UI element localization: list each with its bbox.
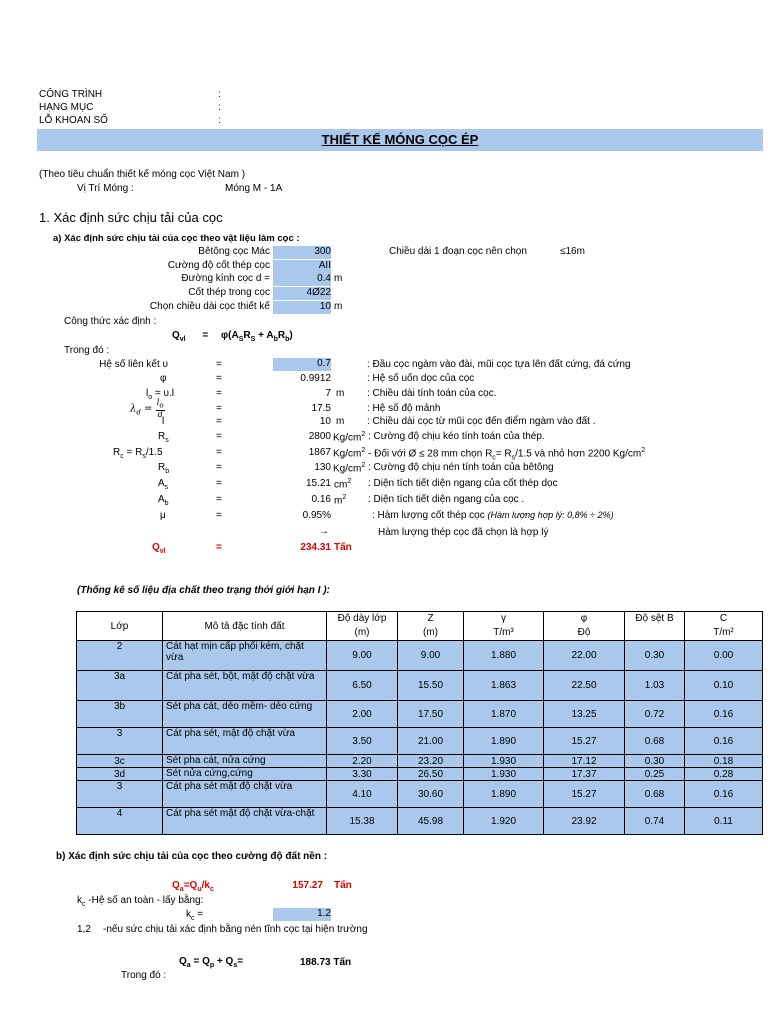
qvl-eq: =	[216, 542, 222, 553]
param-rs-eq: =	[216, 431, 222, 442]
soil-table	[76, 611, 763, 835]
trong-do-label: Trong đó :	[64, 345, 110, 356]
param-phi-eq: =	[216, 373, 222, 384]
steel-ok-note: Hàm lượng thép cọc đã chọn là hợp lý	[378, 527, 549, 538]
param-as-value: 15.21	[305, 478, 331, 489]
param-l-sym: l	[162, 416, 165, 427]
param-mu-eq: =	[216, 510, 222, 521]
rebar-label: Cốt thép trong cọc	[188, 287, 270, 298]
soil-value-cell: 0.16	[685, 701, 763, 728]
param-l-eq: =	[216, 416, 222, 427]
title-banner	[37, 129, 763, 151]
geo-title: (Thống kê số liệu địa chất theo trạng thới giới hạn I ):	[77, 585, 330, 596]
concrete-grade-label: Bêtông cọc Mác	[198, 246, 270, 257]
borehole-label: LỖ KHOAN SỐ	[39, 115, 108, 126]
qa-value: 157.27	[292, 880, 323, 891]
soil-value-cell: 0.68	[625, 781, 685, 808]
arrow-icon: →	[319, 526, 329, 537]
param-ab-unit: $m^2$	[334, 494, 347, 507]
soil-value-cell: 0.72	[625, 701, 685, 728]
soil-value-cell: 0.25	[625, 768, 685, 781]
soil-value-cell: 22.50	[544, 671, 625, 701]
param-as-eq: =	[216, 478, 222, 489]
param-rs-value: 2800	[308, 431, 331, 442]
soil-desc-cell: Cát pha sét, bột, mật độ chặt vừa	[163, 671, 327, 701]
soil-value-cell: 3.30	[327, 768, 398, 781]
soil-value-cell: 17.50	[398, 701, 464, 728]
soil-value-cell: 2.00	[327, 701, 398, 728]
param-rb-unit: $Kg/cm^2$	[333, 462, 366, 475]
param-rc-value: 1867	[308, 447, 331, 458]
soil-value-cell: 9.00	[327, 641, 398, 671]
param-phi-value: 0.9912	[300, 373, 331, 384]
table-row	[77, 641, 763, 671]
param-rc-note: - Đối với Ø ≤ 28 mm chọn $R_c= R_s/1.5$ và nhỏ hơn 2200 $Kg/cm^2$	[368, 447, 646, 462]
soil-desc-cell: Sét pha cát, nửa cứng	[163, 755, 327, 768]
soil-desc-cell: Sét pha cát, dẻo mềm- dẻo cứng	[163, 701, 327, 728]
concrete-grade-value[interactable]: 300	[273, 246, 331, 259]
param-lo-note: : Chiều dài tính toán của cọc.	[367, 388, 497, 399]
table-row	[77, 728, 763, 755]
soil-layer-cell: 3c	[77, 755, 163, 768]
param-nu-note: : Đầu cọc ngàm vào đài, mũi cọc tựa lên đất cứng, đá cứng	[367, 359, 631, 370]
qa-sum-formula: $Q_a = Q_p + Q_s=$	[179, 956, 244, 969]
soil-desc-cell: Cát hạt mịn cấp phối kém, chặt vừa	[163, 641, 327, 671]
soil-value-cell: 1.930	[464, 755, 544, 768]
soil-layer-cell: 3b	[77, 701, 163, 728]
header-desc: Mô tả đặc tính đất	[163, 612, 327, 641]
soil-value-cell: 45.98	[398, 808, 464, 835]
soil-value-cell: 1.03	[625, 671, 685, 701]
part-a-title: a) Xác định sức chịu tải của cọc theo vật liệu làm cọc :	[53, 233, 300, 244]
table-row	[77, 755, 763, 768]
soil-value-cell: 3.50	[327, 728, 398, 755]
soil-value-cell: 0.28	[685, 768, 763, 781]
param-lambda-formula: $\lambda_d = l_o$ d	[130, 398, 164, 419]
soil-value-cell: 1.890	[464, 728, 544, 755]
param-l-value: 10	[319, 416, 331, 427]
header-thickness: Độ dày lớp (m)	[327, 612, 398, 641]
pile-length-value[interactable]: 10	[273, 301, 331, 314]
param-ab-note: : Diện tích tiết diện ngang của cọc .	[368, 494, 525, 505]
soil-layer-cell: 3a	[77, 671, 163, 701]
pile-diameter-value[interactable]: 0.4	[273, 273, 331, 286]
param-rb-note: : Cường độ chịu nén tính toán của bêtông	[368, 462, 554, 473]
param-nu-value[interactable]: 0.7	[273, 358, 331, 371]
soil-value-cell: 15.50	[398, 671, 464, 701]
location-label: Vị Trí Móng :	[77, 183, 134, 194]
soil-value-cell: 23.92	[544, 808, 625, 835]
segment-note: Chiều dài 1 đoạn cọc nên chọn	[389, 246, 527, 257]
project-colon: :	[218, 89, 221, 100]
soil-value-cell: 1.890	[464, 781, 544, 808]
param-lo-unit: m	[336, 388, 345, 399]
param-lambda-eq: =	[216, 403, 222, 414]
param-l-note: : Chiều dài cọc từ mũi cọc đến điểm ngàm vào đất .	[367, 416, 596, 427]
kc-value[interactable]: 1.2	[273, 908, 331, 921]
param-rb-sym: $R_b$	[158, 462, 170, 475]
soil-layer-cell: 3d	[77, 768, 163, 781]
item-colon: :	[218, 102, 221, 113]
steel-strength-value[interactable]: AII	[273, 260, 331, 273]
param-phi-sym: φ	[160, 373, 167, 384]
soil-value-cell: 0.74	[625, 808, 685, 835]
soil-value-cell: 6.50	[327, 671, 398, 701]
header-layer: Lớp	[77, 612, 163, 641]
standard-note: (Theo tiêu chuẩn thiết kế móng cọc Việt Nam )	[39, 169, 246, 180]
soil-value-cell: 0.16	[685, 728, 763, 755]
soil-desc-cell: Cát pha sét mật độ chặt vừa-chặt	[163, 808, 327, 835]
param-mu-note: : Hàm lượng cốt thép cọc (Hàm lượng hợp lý: 0,8% ÷ 2%)	[372, 510, 614, 521]
qa-sum-value: 188.73 Tấn	[300, 957, 352, 968]
note-12-num: 1,2	[77, 924, 91, 935]
part-b-title: b) Xác định sức chịu tải của cọc theo cường độ đất nền :	[56, 851, 328, 862]
formula: $Q_{vl} = \varphi(A_SR_S + A_bR_b)$	[172, 330, 293, 343]
param-phi-note: : Hệ số uốn dọc của cọc	[367, 373, 475, 384]
soil-value-cell: 0.16	[685, 781, 763, 808]
soil-layer-cell: 4	[77, 808, 163, 835]
param-rs-sym: $R_s$	[158, 431, 169, 444]
table-header-row	[77, 612, 763, 641]
param-rc-sym: $R_c = R_s/1.5$	[113, 447, 163, 460]
qa-unit: Tấn	[334, 880, 352, 891]
soil-value-cell: 13.25	[544, 701, 625, 728]
param-mu-sym: μ	[160, 510, 166, 521]
param-nu-eq: =	[216, 359, 222, 370]
note-12-text: -nếu sức chịu tải xác định bằng nén tĩnh cọc tại hiện trường	[103, 924, 368, 935]
param-ab-value: 0.16	[311, 494, 331, 505]
soil-layer-cell: 3	[77, 728, 163, 755]
soil-value-cell: 1.920	[464, 808, 544, 835]
table-row	[77, 768, 763, 781]
param-as-unit: $cm^2$	[334, 478, 352, 491]
pile-length-unit: m	[334, 301, 343, 312]
soil-value-cell: 0.18	[685, 755, 763, 768]
param-lo-sym: $l_o = \upsilon.l$	[146, 388, 175, 401]
header-consistency: Độ sệt B	[625, 612, 685, 641]
header-c: C T/m²	[685, 612, 763, 641]
project-label: CÔNG TRÌNH	[39, 89, 103, 100]
param-rb-value: 130	[314, 462, 331, 473]
soil-value-cell: 0.10	[685, 671, 763, 701]
pile-length-label: Chọn chiều dài cọc thiết kế	[149, 301, 270, 312]
table-row	[77, 671, 763, 701]
qvl-unit: Tấn	[334, 542, 352, 553]
soil-layer-cell: 3	[77, 781, 163, 808]
soil-value-cell: 0.00	[685, 641, 763, 671]
soil-desc-cell: Sét nửa cứng,cứng	[163, 768, 327, 781]
param-ab-eq: =	[216, 494, 222, 505]
soil-value-cell: 1.930	[464, 768, 544, 781]
param-lo-eq: =	[216, 388, 222, 399]
soil-value-cell: 23.20	[398, 755, 464, 768]
qvl-label: $Q_{vl}$	[152, 542, 166, 555]
qvl-value: 234.31	[300, 542, 331, 553]
soil-value-cell: 21.00	[398, 728, 464, 755]
header-z: Z (m)	[398, 612, 464, 641]
soil-value-cell: 0.68	[625, 728, 685, 755]
param-rb-eq: =	[216, 462, 222, 473]
soil-desc-cell: Cát pha sét mật độ chặt vừa	[163, 781, 327, 808]
param-lo-value: 7	[325, 388, 331, 399]
header-phi: φ Độ	[544, 612, 625, 641]
steel-strength-label: Cường độ cốt thép cọc	[167, 260, 270, 271]
soil-value-cell: 1.870	[464, 701, 544, 728]
table-row	[77, 808, 763, 835]
kc-note: $k_c$ -Hệ số an toàn - lấy bằng:	[77, 895, 204, 908]
param-rs-note: : Cường độ chịu kéo tính toán của thép.	[368, 431, 545, 442]
soil-value-cell: 2.20	[327, 755, 398, 768]
formula-label: Công thức xác định :	[64, 316, 157, 327]
param-rc-eq: =	[216, 447, 222, 458]
soil-value-cell: 26.50	[398, 768, 464, 781]
param-ab-sym: $A_b$	[158, 494, 169, 507]
trong-do-2: Trong đó :	[121, 970, 167, 981]
soil-value-cell: 15.38	[327, 808, 398, 835]
item-label: HẠNG MỤC	[39, 102, 94, 113]
segment-value: ≤16m	[560, 246, 585, 257]
soil-desc-cell: Cát pha sét, mật độ chặt vừa	[163, 728, 327, 755]
param-as-sym: $A_s$	[158, 478, 169, 491]
param-as-note: : Diện tích tiết diện ngang của cốt thép dọc	[368, 478, 558, 489]
soil-value-cell: 1.863	[464, 671, 544, 701]
location-value: Móng M - 1A	[225, 183, 283, 194]
soil-value-cell: 30.60	[398, 781, 464, 808]
soil-value-cell: 0.30	[625, 641, 685, 671]
param-l-unit: m	[336, 416, 345, 427]
borehole-colon: :	[218, 115, 221, 126]
soil-value-cell: 17.12	[544, 755, 625, 768]
section1-title: 1. Xác định sức chịu tải của cọc	[39, 210, 223, 225]
kc-label: $k_c$ =	[186, 909, 204, 922]
soil-value-cell: 17.37	[544, 768, 625, 781]
soil-value-cell: 0.30	[625, 755, 685, 768]
soil-value-cell: 15.27	[544, 781, 625, 808]
table-row	[77, 701, 763, 728]
qa-label: $Q_a=Q_u/k_c$	[172, 880, 214, 893]
soil-value-cell: 9.00	[398, 641, 464, 671]
param-nu-sym: Hệ số liên kết υ	[99, 359, 168, 370]
param-lambda-note: : Hệ số độ mảnh	[367, 403, 441, 414]
pile-diameter-label: Đường kính cọc d =	[181, 273, 270, 284]
table-row	[77, 781, 763, 808]
rebar-value[interactable]: 4Ø22	[273, 287, 331, 300]
soil-value-cell: 1.880	[464, 641, 544, 671]
header-gamma: γ T/m³	[464, 612, 544, 641]
page-title: THIẾT KẾ MÓNG CỌC ÉP	[321, 132, 479, 147]
pile-diameter-unit: m	[334, 273, 343, 284]
param-mu-value: 0.95%	[302, 510, 331, 521]
soil-value-cell: 15.27	[544, 728, 625, 755]
soil-value-cell: 4.10	[327, 781, 398, 808]
soil-layer-cell: 2	[77, 641, 163, 671]
soil-value-cell: 22.00	[544, 641, 625, 671]
param-rs-unit: $Kg/cm^2$	[333, 431, 366, 444]
param-lambda-value: 17.5	[311, 403, 331, 414]
param-rc-unit: $Kg/cm^2$	[333, 447, 366, 460]
soil-value-cell: 0.11	[685, 808, 763, 835]
